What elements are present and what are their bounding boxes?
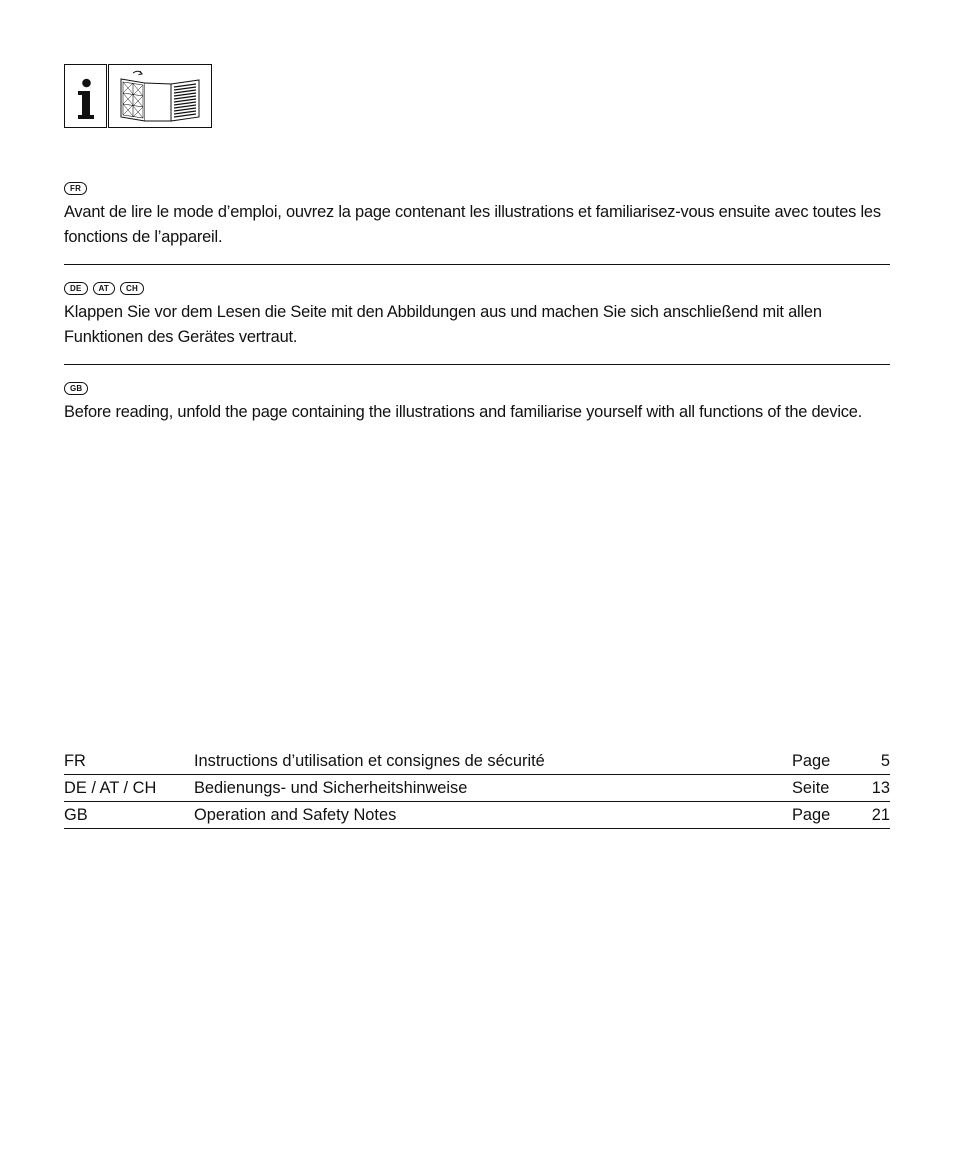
badge-ch: CH: [120, 282, 144, 295]
toc-page-word: Page: [792, 805, 831, 824]
toc-language: DE / AT / CH: [64, 778, 157, 797]
toc-language: GB: [64, 805, 88, 824]
toc-row[interactable]: [64, 802, 890, 829]
section-fr: [64, 181, 890, 250]
toc-title: Operation and Safety Notes: [194, 805, 397, 824]
table-of-contents: [64, 748, 890, 829]
toc-title: Bedienungs- und Sicherheitshinweise: [194, 778, 468, 797]
language-badges: [64, 281, 890, 295]
intro-text-de: Klappen Sie vor dem Lesen die Seite mit den Abbildungen aus und machen Sie sich anschließend mit allen Funktionen des Gerätes vertraut.: [64, 303, 822, 346]
toc-page-word: Seite: [792, 778, 830, 797]
toc-language: FR: [64, 751, 86, 770]
intro-text-fr: Avant de lire le mode d’emploi, ouvrez la page contenant les illustrations et familiarisez-vous ensuite avec toutes les fonctions de l’appareil.: [64, 203, 881, 246]
toc-page-word: Page: [792, 751, 831, 770]
toc-page-number: 5: [880, 751, 890, 770]
toc-title: Instructions d’utilisation et consignes de sécurité: [194, 751, 545, 770]
intro-text-gb: Before reading, unfold the page containing the illustrations and familiarise yourself with all functions of the device.: [64, 403, 863, 421]
badge-de: DE: [64, 282, 88, 295]
section-gb: [64, 381, 890, 425]
badge-at: AT: [93, 282, 115, 295]
foldout-manual-icon: [108, 64, 212, 128]
badge-gb: GB: [64, 382, 88, 395]
divider: [64, 264, 890, 265]
language-badges: [64, 381, 890, 395]
toc-page-number: 21: [871, 805, 890, 824]
toc-page-number: 13: [871, 778, 890, 797]
divider: [64, 364, 890, 365]
section-de: [64, 281, 890, 350]
toc-row[interactable]: [64, 775, 890, 802]
info-icon: [64, 64, 107, 128]
toc-row[interactable]: [64, 748, 890, 775]
language-badges: [64, 181, 890, 195]
badge-fr: FR: [64, 182, 87, 195]
